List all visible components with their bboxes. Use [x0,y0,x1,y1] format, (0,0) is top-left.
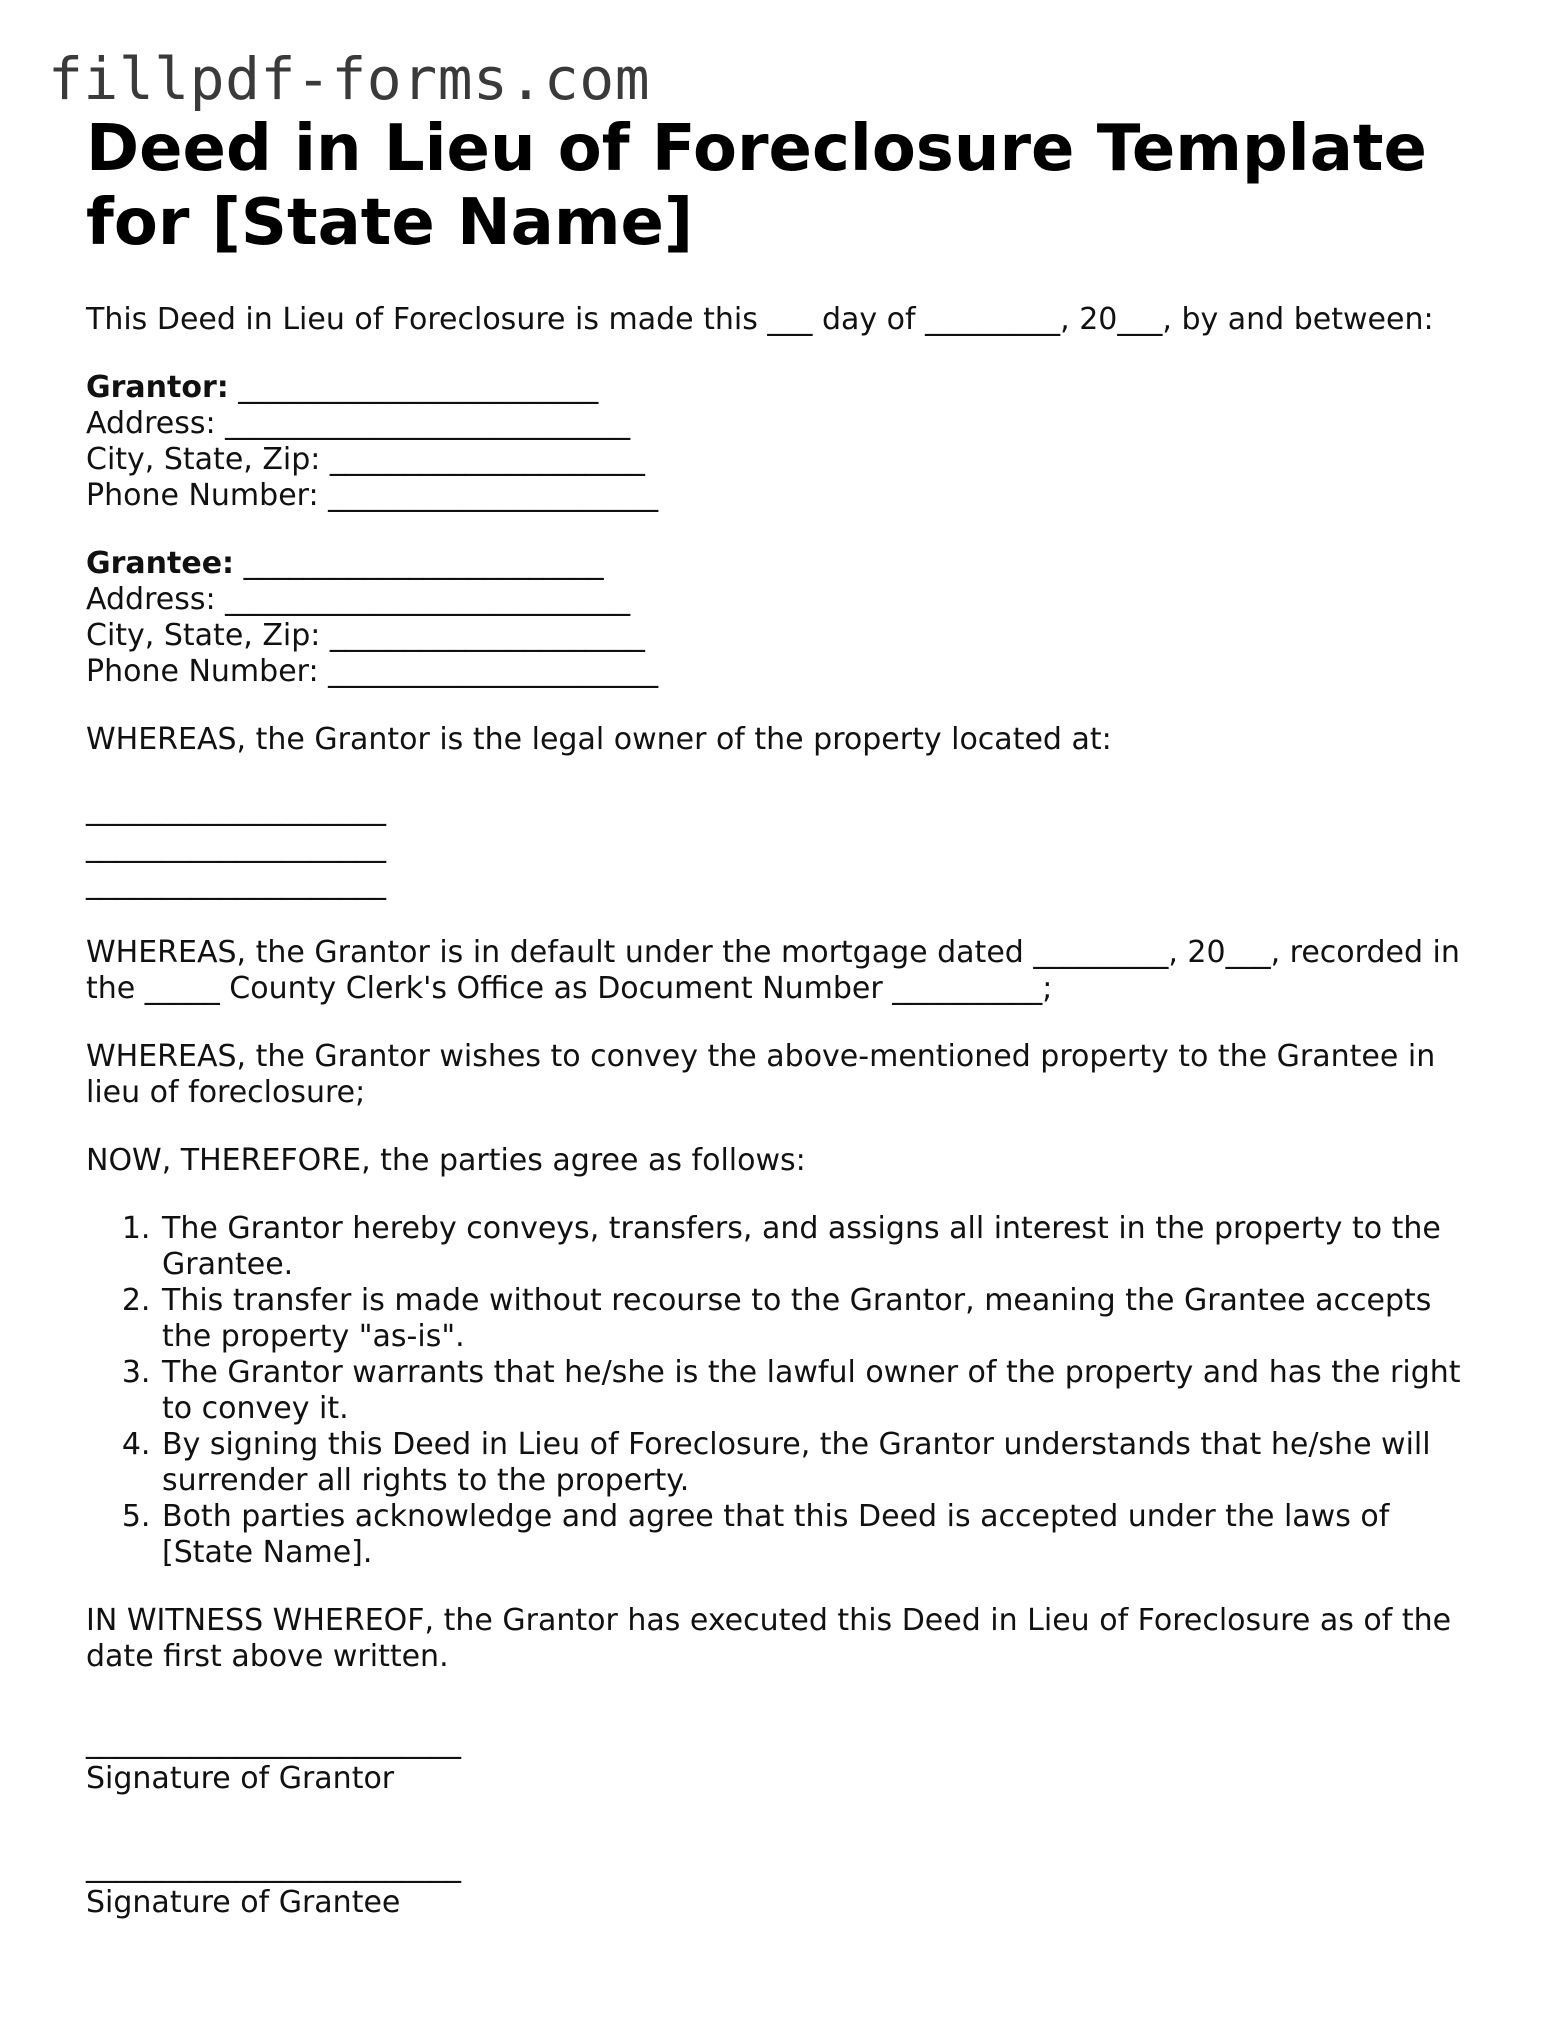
grantor-label: Grantor: [86,370,229,405]
grantee-signature-block [86,1849,1486,1921]
whereas-owner-paragraph: WHEREAS, the Grantor is the legal owner of the property located at: [86,722,1112,757]
grantor-city-state-zip: City, State, Zip: _____________________ [86,442,645,477]
watermark: fillpdf-forms.com [48,45,651,113]
grantee-phone: Phone Number: ______________________ [86,654,659,689]
grantee-address: Address: ___________________________ [86,582,631,617]
grantor-signature-block [86,1725,1486,1797]
grantee-label: Grantee: [86,546,235,581]
grantor-signature-line: _________________________ [86,1725,461,1760]
grantor-phone: Phone Number: ______________________ [86,478,659,513]
term-item: 1. The Grantor hereby conveys, transfers, and assigns all interest in the property to the Grantee. [160,1211,1486,1283]
grantee-city-state-zip: City, State, Zip: _____________________ [86,618,645,653]
property-line: ____________________ [86,866,386,901]
witness-paragraph: IN WITNESS WHEREOF, the Grantor has executed this Deed in Lieu of Foreclosure as of the date first above written. [86,1603,1452,1674]
document-title: Deed in Lieu of Foreclosure Template for [State Name] [86,112,1427,260]
property-line: ____________________ [86,792,386,827]
term-item: 4. By signing this Deed in Lieu of Foreclosure, the Grantor understands that he/she will surrender all rights to the property. [160,1427,1486,1499]
grantee-signature-label: Signature of Grantee [86,1885,401,1920]
whereas-convey-paragraph: WHEREAS, the Grantor wishes to convey the above-mentioned property to the Grantee in lieu of foreclosure; [86,1039,1436,1110]
grantee-name-row [86,546,1486,582]
term-item: 2. This transfer is made without recourse to the Grantor, meaning the Grantee accepts the property "as-is". [160,1283,1486,1355]
property-address-lines [86,792,1486,903]
grantor-address: Address: ___________________________ [86,406,631,441]
whereas-default-paragraph: WHEREAS, the Grantor is in default under the mortgage dated _________, 20___, recorded in the _____ County Clerk's Office as Document Number __________; [86,935,1460,1006]
grantor-block [86,370,1486,514]
grantee-signature-line: _________________________ [86,1849,461,1884]
term-item: 3. The Grantor warrants that he/she is the lawful owner of the property and has the right to convey it. [160,1355,1486,1427]
grantor-signature-label: Signature of Grantor [86,1761,395,1796]
grantee-block [86,546,1486,690]
document-body [86,302,1486,1921]
document [86,112,1486,1921]
grantor-name-row [86,370,1486,406]
terms-list [86,1211,1486,1571]
intro-paragraph: This Deed in Lieu of Foreclosure is made this ___ day of _________, 20___, by and between: [86,302,1434,337]
now-therefore-paragraph: NOW, THEREFORE, the parties agree as follows: [86,1143,806,1178]
grantee-name-blank: ________________________ [234,546,604,581]
property-line: ____________________ [86,829,386,864]
term-item: 5. Both parties acknowledge and agree that this Deed is accepted under the laws of [State Name]. [160,1499,1486,1571]
grantor-name-blank: ________________________ [228,370,599,405]
